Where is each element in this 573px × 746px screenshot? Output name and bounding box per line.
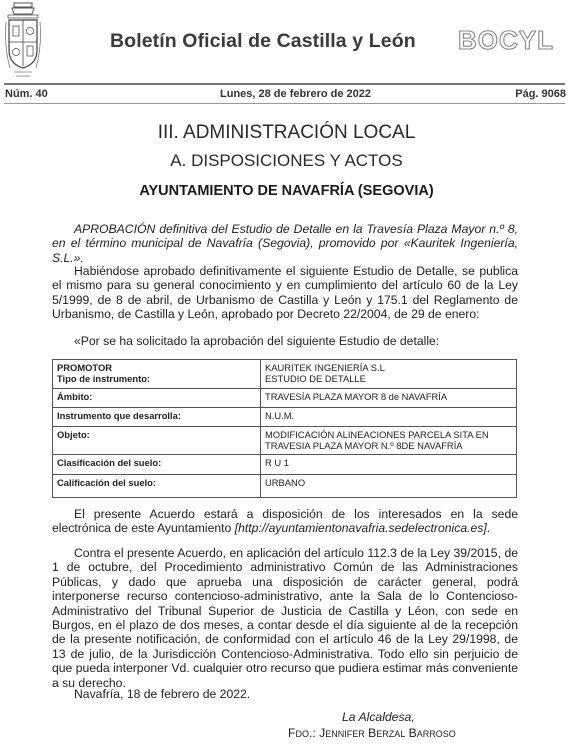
svg-text:BOCYL: BOCYL [458, 26, 554, 54]
table-value-cell: KAURITEK INGENIERÍA S.L ESTUDIO DE DETALLE [261, 360, 517, 389]
header-rule-top [4, 83, 565, 85]
body-paragraph: Contra el presente Acuerdo, en aplicación del artículo 112.3 de la Ley 39/2015, de 1 de octubre, del Procedimiento administrativo Común de las Administraciones Públicas, y dado que aprueba una disposición de carácter general, podrá interponerse recurso contencioso-administrativo, ante la Sala de lo Contencioso-Administrativo del Tribunal Superior de Justicia de Castilla y Léon, con sede en Burgos, en el plazo de dos meses, a contar desde el día siguiente al de la recepción de la presente notificación, de conformidad con el artículo 46 de la Ley 29/1998, de 13 de julio, de la Jurisdicción Contencioso-Administrativa. Todo ello sin perjuicio de que pueda interponer Vd. cualquier otro recurso que pudiera estimar más conveniente a su derecho. [52, 546, 518, 690]
detail-table [52, 359, 517, 498]
table-value-cell: N.U.M. [261, 408, 517, 427]
entity-heading: AYUNTAMIENTO DE NAVAFRÍA (SEGOVIA) [139, 183, 434, 199]
header-rule-bottom [4, 103, 565, 104]
page-number: Pág. 9068 [515, 88, 566, 100]
bocyl-logo [458, 26, 566, 54]
table-value-cell: URBANO [261, 475, 517, 498]
table-label-cell: Ámbito: [53, 389, 261, 408]
issue-date: Lunes, 28 de febrero de 2022 [220, 88, 372, 100]
table-value-cell: MODIFICACIÓN ALINEACIONES PARCELA SITA EN TRAVESIA PLAZA MAYOR N.º 8DE NAVAFRÍA [261, 427, 517, 455]
section-heading: III. ADMINISTRACIÓN LOCAL [157, 122, 416, 143]
coat-of-arms-icon [4, 2, 42, 80]
summary-paragraph: APROBACIÓN definitiva del Estudio de Detalle en la Travesía Plaza Mayor n.º 8, en el término municipal de Navafría (Segovia), promovido por «Kauritek Ingeniería, S.L.». [52, 222, 518, 265]
table-value-cell: R U 1 [261, 455, 517, 475]
table-label-cell: Instrumento que desarrolla: [53, 408, 261, 427]
table-label-cell: Objeto: [53, 427, 261, 455]
body-paragraph: «Por se ha solicitado la aprobación del siguiente Estudio de detalle: [74, 334, 440, 348]
table-row [53, 360, 517, 389]
place-date: Navafría, 18 de febrero de 2022. [74, 687, 251, 701]
table-row [53, 389, 517, 408]
body-paragraph: El presente Acuerdo estará a disposición de los interesados en la sede electrónica de este Ayuntamiento [http://ayuntamientonavafria.sedelectronica.es]. [52, 507, 518, 536]
table-row [53, 427, 517, 455]
signature-role: La Alcaldesa, [342, 710, 415, 724]
sede-electronica-link: [http://ayuntamientonavafria.sedelectronica.es] [234, 521, 487, 536]
table-row [53, 475, 517, 498]
bulletin-title: Boletín Oficial de Castilla y León [110, 30, 416, 52]
table-value-cell: TRAVESÍA PLAZA MAYOR 8 de NAVAFRÍA [261, 389, 517, 408]
signature-name: Fdo.: Jennifer Berzal Barroso [288, 726, 456, 740]
table-row [53, 455, 517, 475]
table-label-cell: Clasificación del suelo: [53, 455, 261, 475]
issue-number: Núm. 40 [5, 88, 48, 100]
table-label-cell: Calificación del suelo: [53, 475, 261, 498]
table-row [53, 408, 517, 427]
body-paragraph: Habiéndose aprobado definitivamente el siguiente Estudio de Detalle, se publica el mismo para su general conocimiento y en cumplimiento del artículo 60 de la Ley 5/1999, de 8 de abril, de Urbanismo de Castilla y León y 175.1 del Reglamento de Urbanismo, de Castilla y León, aprobado por Decreto 22/2004, de 29 de enero: [52, 264, 518, 322]
subsection-heading: A. DISPOSICIONES Y ACTOS [170, 151, 403, 170]
table-label-cell: PROMOTOR Tipo de instrumento: [53, 360, 261, 389]
